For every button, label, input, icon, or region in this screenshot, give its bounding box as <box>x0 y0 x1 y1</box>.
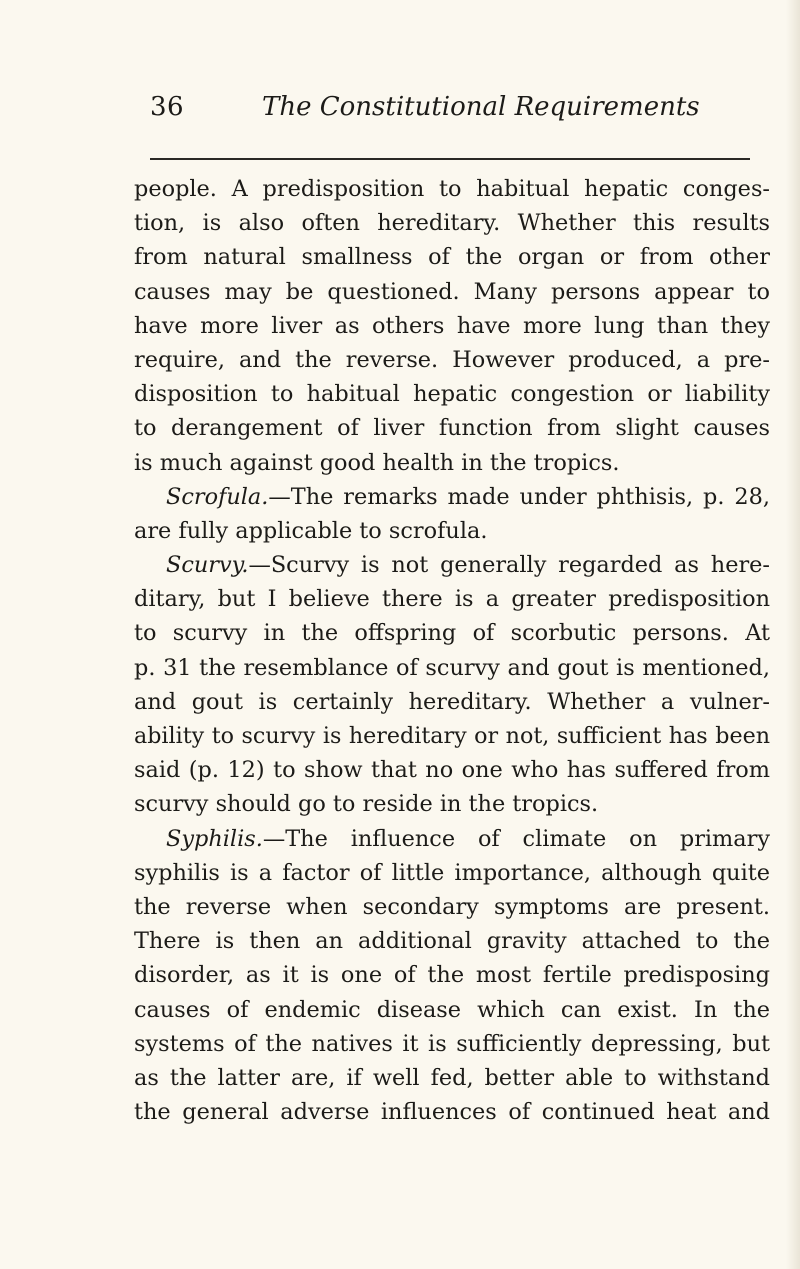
page-number: 36 <box>150 92 185 122</box>
section-heading-syphilis: Syphilis. <box>166 825 263 852</box>
text-line: p. 31 the resemblance of scurvy and gout is mentioned, <box>134 654 770 681</box>
section-lead-line: Scurvy.—Scurvy is not generally regarded as here- <box>166 552 770 579</box>
header-rule <box>150 158 750 160</box>
text-line: have more liver as others have more lung than they <box>134 312 770 339</box>
section-lead-line: Syphilis.—The influence of climate on primary <box>166 825 770 852</box>
text-line: scurvy should go to reside in the tropics. <box>134 791 599 818</box>
text-line: syphilis is a factor of little importance, although quite <box>134 859 770 886</box>
text-line: from natural smallness of the organ or from other <box>134 244 770 271</box>
text-line: to scurvy in the offspring of scorbutic persons. At <box>134 620 770 647</box>
text-line: disposition to habitual hepatic congestion or liability <box>134 381 770 408</box>
section-heading-scrofula: Scrofula. <box>166 483 269 510</box>
text-line: to derangement of liver function from slight causes <box>134 415 770 442</box>
text-line: disorder, as it is one of the most fertile predisposing <box>134 962 770 989</box>
text-line: is much against good health in the tropics. <box>134 449 620 476</box>
text-line: as the latter are, if well fed, better able to withstand <box>134 1064 770 1091</box>
page-edge-shadow <box>786 0 800 1269</box>
text-line: said (p. 12) to show that no one who has suffered from <box>134 757 770 784</box>
text-line: are fully applicable to scrofula. <box>134 517 488 544</box>
text-line: systems of the natives it is sufficiently depressing, but <box>134 1030 770 1057</box>
text-line: people. A predisposition to habitual hepatic conges- <box>134 176 770 202</box>
text-line: require, and the reverse. However produced, a pre- <box>134 346 770 373</box>
text-line: ditary, but I believe there is a greater predisposition <box>134 586 770 613</box>
text-line: the reverse when secondary symptoms are present. <box>134 893 770 920</box>
text-line: ability to scurvy is hereditary or not, sufficient has been <box>134 723 770 749</box>
section-heading-scurvy: Scurvy. <box>166 552 249 579</box>
text-line: causes of endemic disease which can exist. In the <box>134 996 770 1023</box>
text-line: the general adverse influences of continued heat and <box>134 1099 770 1126</box>
text-line: and gout is certainly hereditary. Whether a vulner- <box>134 688 770 715</box>
running-title: The Constitutional Requirements <box>262 92 700 122</box>
running-head <box>150 92 750 132</box>
body-text <box>134 172 770 1129</box>
section-lead-line: Scrofula.—The remarks made under phthisis, p. 28, <box>166 483 770 510</box>
text-line: There is then an additional gravity attached to the <box>134 928 770 955</box>
text-line: tion, is also often hereditary. Whether this results <box>134 210 770 237</box>
text-line: causes may be questioned. Many persons appear to <box>134 278 770 305</box>
